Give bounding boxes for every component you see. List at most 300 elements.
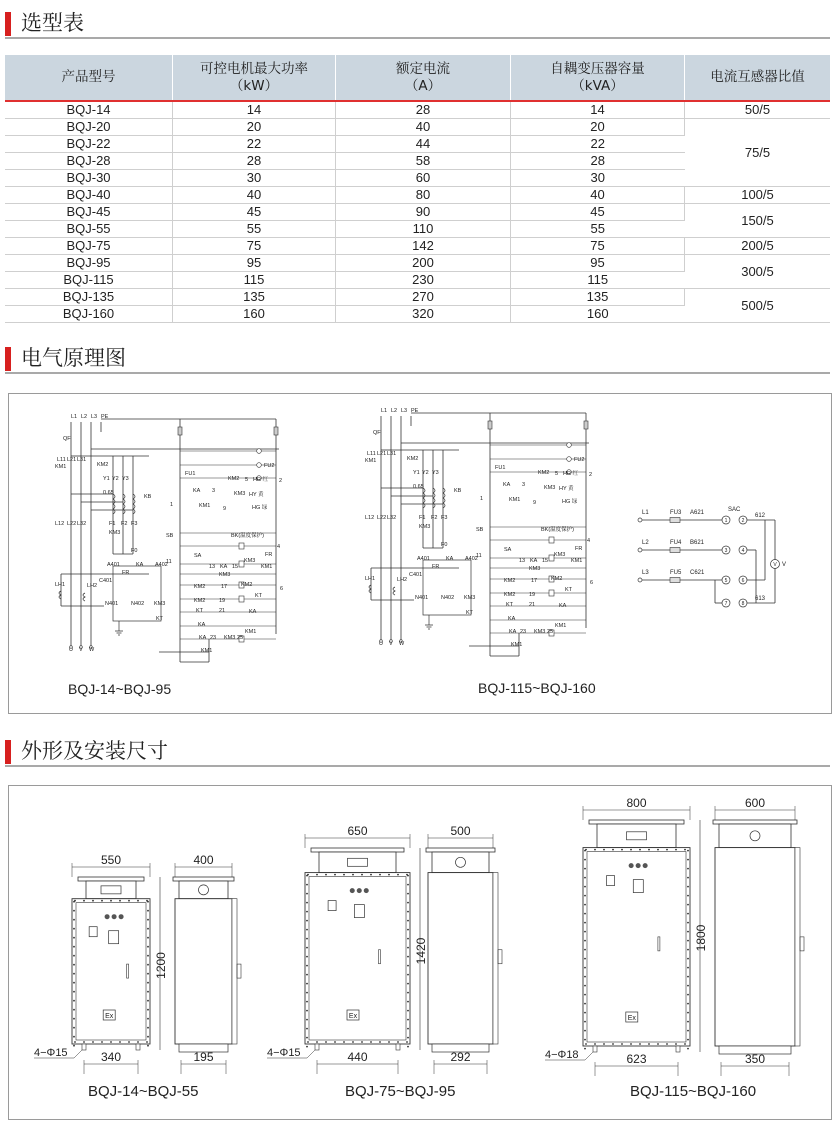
bolt <box>306 893 308 895</box>
dimension-value: 195 <box>193 1050 214 1064</box>
schematic-label: A402 <box>465 556 478 562</box>
bolt <box>407 1037 409 1039</box>
cell-ct-ratio: 50/5 <box>685 101 831 119</box>
schematic-label: KT <box>506 602 514 608</box>
schematic-label: FU1 <box>495 465 506 471</box>
schematic-label: KM3 <box>544 485 556 491</box>
top-flange <box>589 820 684 824</box>
cell-transformer: 95 <box>511 255 685 272</box>
cell-power: 20 <box>173 119 336 136</box>
schematic-label: L11 <box>367 451 376 457</box>
section-header-dimensions <box>5 737 830 767</box>
ground-icon <box>425 625 433 629</box>
side-door-edge <box>232 899 237 1044</box>
mounting-foot <box>82 1044 86 1050</box>
bolt <box>73 910 75 912</box>
cell-power: 95 <box>173 255 336 272</box>
bolt <box>675 849 677 851</box>
bolt <box>83 1041 85 1043</box>
meter-label: L1 <box>642 510 649 516</box>
schematic-label: KT <box>255 593 263 599</box>
schematic-label: L22 <box>67 521 77 527</box>
cable-gland-icon <box>456 857 466 867</box>
bolt <box>73 946 75 948</box>
schematic-label: 9 <box>533 500 537 506</box>
bolt <box>648 849 650 851</box>
schematic-label: 1 <box>480 496 484 502</box>
schematic-label: KA <box>193 488 201 494</box>
schematic-label: KM3 <box>534 629 546 635</box>
fuse-icon <box>670 518 680 523</box>
bolt <box>316 1041 318 1043</box>
bolt <box>584 1012 586 1014</box>
schematic-label: FR <box>575 546 583 552</box>
bolt <box>307 1041 309 1043</box>
schematic-label: KM3 <box>419 524 431 530</box>
schematic-label: F3 <box>441 515 448 521</box>
bolt <box>584 985 586 987</box>
bolt <box>306 956 308 958</box>
voltmeter-circuit <box>638 507 786 607</box>
bolt <box>73 1000 75 1002</box>
dimension-value: 340 <box>100 1050 122 1064</box>
cell-model: BQJ-55 <box>5 221 173 238</box>
dimension-value: 1800 <box>694 924 708 952</box>
schematic-label: KT <box>156 616 164 622</box>
schematic-label: KM3 <box>464 595 476 601</box>
bolt <box>146 1041 148 1043</box>
schematic-label: L32 <box>77 521 87 527</box>
bolt <box>73 928 75 930</box>
schematic-label: 9 <box>223 506 227 512</box>
bolt <box>407 992 409 994</box>
schematic-label: L1 <box>71 414 78 420</box>
bolt <box>147 910 149 912</box>
schematic-label: KM2 <box>241 582 253 588</box>
hole-spec: 4−Φ15 <box>267 1047 301 1059</box>
cell-transformer: 55 <box>511 221 685 238</box>
bolt <box>584 922 586 924</box>
header-transformer: 自耦变压器容量 （kVA） <box>511 55 685 101</box>
schematic-label: 2 <box>589 472 593 478</box>
side-handle <box>800 937 804 951</box>
side-top-flange <box>173 877 234 881</box>
dimension-value: 500 <box>450 824 471 838</box>
bolt <box>306 929 308 931</box>
bolt <box>306 974 308 976</box>
bolt <box>657 1043 659 1045</box>
cell-transformer: 22 <box>511 136 685 153</box>
bolt <box>306 1037 308 1039</box>
side-door-edge <box>493 873 498 1044</box>
bolt <box>74 900 76 902</box>
schematic-label: KM2 <box>97 462 109 468</box>
cable-gland-icon <box>750 831 760 841</box>
dimension-value: 600 <box>744 796 766 810</box>
fuse-icon <box>670 578 680 583</box>
schematic-label: U <box>69 647 73 653</box>
dimension-value: 623 <box>626 1052 647 1066</box>
schematic-label: FR <box>432 564 440 570</box>
bolt <box>147 1027 149 1029</box>
junction-box <box>86 881 136 899</box>
bolt <box>407 974 409 976</box>
schematic-label: KM2 <box>228 476 240 482</box>
bolt <box>687 1012 689 1014</box>
bolt <box>306 1010 308 1012</box>
schematic-label: 6 <box>280 586 284 592</box>
ex-mark: Ex <box>627 1015 636 1022</box>
meter-label: A621 <box>690 510 705 516</box>
leader-line <box>307 1050 315 1058</box>
schematic-label: L12 <box>365 515 375 521</box>
cell-current: 142 <box>336 238 511 255</box>
schematic-label: FU1 <box>185 471 196 477</box>
bolt <box>687 967 689 969</box>
dimension-value: 350 <box>744 1052 766 1066</box>
schematic-label: KM2 <box>504 578 516 584</box>
side-handle <box>498 950 502 964</box>
section-header-schematic <box>5 344 830 374</box>
dimension-caption-2: BQJ-75~BQJ-95 <box>345 1083 456 1100</box>
schematic-label: KM3 <box>109 530 121 536</box>
bolt <box>585 1043 587 1045</box>
bolt <box>306 965 308 967</box>
bolt <box>306 1046 308 1048</box>
bolt <box>73 1009 75 1011</box>
cell-model: BQJ-20 <box>5 119 173 136</box>
schematic-label: KA <box>508 616 516 622</box>
mounting-foot <box>593 1046 597 1052</box>
bolt <box>379 874 381 876</box>
schematic-left <box>55 414 283 662</box>
bolt <box>137 1041 139 1043</box>
schematic-label: KM2 <box>407 456 419 462</box>
bolt <box>584 940 586 942</box>
indicator-lamp-icon <box>567 443 572 448</box>
schematic-label: 17 <box>221 584 228 590</box>
schematic-label: SB <box>476 527 484 533</box>
cell-power: 22 <box>173 136 336 153</box>
terminal-number: 5 <box>724 578 728 584</box>
cell-current: 110 <box>336 221 511 238</box>
schematic-label: KM1 <box>511 642 523 648</box>
cell-power: 40 <box>173 187 336 204</box>
dimensions-panel <box>8 785 832 1120</box>
bolt <box>584 877 586 879</box>
schematic-label: W <box>399 641 405 647</box>
schematic-label: KM1 <box>199 503 211 509</box>
bolt <box>92 900 94 902</box>
bolt <box>407 911 409 913</box>
schematic-label: KA <box>220 564 228 570</box>
bolt <box>585 849 587 851</box>
ex-mark: Ex <box>105 1013 114 1020</box>
schematic-label: 23 <box>210 635 217 641</box>
table-row <box>5 119 830 136</box>
schematic-label: V <box>79 647 83 653</box>
fuse-icon <box>274 427 278 435</box>
schematic-label: 25 <box>547 629 554 635</box>
bolt <box>666 1043 668 1045</box>
bolt <box>584 904 586 906</box>
cell-transformer: 28 <box>511 153 685 170</box>
bolt <box>639 849 641 851</box>
schematic-label: KT <box>466 610 474 616</box>
cell-transformer: 30 <box>511 170 685 187</box>
bolt <box>684 849 686 851</box>
indicator-light-icon <box>112 914 117 919</box>
bolt <box>92 1041 94 1043</box>
bolt <box>687 940 689 942</box>
schematic-label: Y2 <box>422 470 429 476</box>
cell-current: 28 <box>336 101 511 119</box>
bolt <box>73 919 75 921</box>
schematic-label: N402 <box>131 601 145 607</box>
bolt <box>687 850 689 852</box>
schematic-label: L1 <box>381 408 388 414</box>
junction-box <box>319 852 396 873</box>
schematic-label: F3 <box>131 521 138 527</box>
bolt <box>407 1046 409 1048</box>
bolt <box>687 958 689 960</box>
bolt <box>666 849 668 851</box>
bolt <box>306 1028 308 1030</box>
dimension-value: 800 <box>626 796 647 810</box>
bolt <box>370 1041 372 1043</box>
dimension-value: 440 <box>347 1050 368 1064</box>
cell-power: 30 <box>173 170 336 187</box>
cell-model: BQJ-40 <box>5 187 173 204</box>
schematic-label: KM2 <box>538 470 550 476</box>
top-flange <box>311 848 404 852</box>
terminal-icon <box>638 548 642 552</box>
bolt <box>407 1019 409 1021</box>
schematic-label: KA <box>446 556 454 562</box>
bolt <box>687 1021 689 1023</box>
bolt <box>584 1003 586 1005</box>
indicator-light-icon <box>643 863 648 868</box>
bolt <box>306 983 308 985</box>
bolt <box>128 1041 130 1043</box>
schematic-label: KT <box>196 608 204 614</box>
bolt <box>603 849 605 851</box>
header-current: 额定电流 （A） <box>336 55 511 101</box>
bolt <box>584 967 586 969</box>
cell-transformer: 14 <box>511 101 685 119</box>
bolt <box>73 937 75 939</box>
bolt <box>675 1043 677 1045</box>
table-row <box>5 238 830 255</box>
side-top-flange <box>713 820 797 824</box>
bolt <box>110 1041 112 1043</box>
bolt <box>687 859 689 861</box>
schematic-label: L2 <box>391 408 398 414</box>
bolt <box>147 928 149 930</box>
bolt <box>687 976 689 978</box>
voltmeter-symbol: V <box>773 562 777 568</box>
cell-current: 320 <box>336 306 511 323</box>
indicator-lamp-icon <box>257 449 262 454</box>
bolt <box>630 849 632 851</box>
bolt <box>594 849 596 851</box>
bolt <box>307 874 309 876</box>
schematic-label: 17 <box>531 578 538 584</box>
schematic-label: KB <box>454 488 462 494</box>
bolt <box>397 1041 399 1043</box>
schematic-caption-left: BQJ-14~BQJ-95 <box>68 681 172 697</box>
cell-model: BQJ-95 <box>5 255 173 272</box>
cell-model: BQJ-135 <box>5 289 173 306</box>
schematic-label: KA <box>559 603 567 609</box>
bolt <box>147 982 149 984</box>
bolt <box>687 1003 689 1005</box>
bolt <box>612 1043 614 1045</box>
bolt <box>584 859 586 861</box>
accent-bar <box>5 740 11 764</box>
schematic-label: 5 <box>245 477 249 483</box>
cell-current: 80 <box>336 187 511 204</box>
header-power: 可控电机最大功率 （kW） <box>173 55 336 101</box>
schematic-label: 11 <box>166 559 172 565</box>
bolt <box>361 1041 363 1043</box>
cell-model: BQJ-45 <box>5 204 173 221</box>
mounting-foot <box>676 1046 680 1052</box>
bolt <box>584 886 586 888</box>
cell-current: 270 <box>336 289 511 306</box>
schematic-label: SB <box>166 533 174 539</box>
bolt <box>74 1041 76 1043</box>
fuse-icon <box>584 421 588 429</box>
schematic-label: SA <box>504 547 512 553</box>
bolt <box>147 955 149 957</box>
bolt <box>407 947 409 949</box>
schematic-label: 0.65 <box>103 490 114 496</box>
schematic-label: HY 黄 <box>559 486 574 492</box>
schematic-label: KM1 <box>245 629 257 635</box>
schematic-label: KM3 <box>234 491 246 497</box>
bolt <box>73 964 75 966</box>
schematic-label: SA <box>194 553 202 559</box>
cell-current: 58 <box>336 153 511 170</box>
bolt <box>584 1021 586 1023</box>
schematic-label: KA <box>199 635 207 641</box>
bolt <box>639 1043 641 1045</box>
bolt <box>352 1041 354 1043</box>
cell-current: 60 <box>336 170 511 187</box>
schematic-label: KM1 <box>509 497 521 503</box>
table-row <box>5 204 830 221</box>
bolt <box>407 938 409 940</box>
schematic-label: 13 <box>209 564 216 570</box>
cell-model: BQJ-22 <box>5 136 173 153</box>
indicator-light-icon <box>105 914 110 919</box>
bolt <box>684 1043 686 1045</box>
cabinet-drawing-2 <box>267 824 502 1074</box>
cell-current: 90 <box>336 204 511 221</box>
schematic-label: BK(温度保护) <box>541 527 575 533</box>
schematic-label: 6 <box>590 580 594 586</box>
cell-power: 115 <box>173 272 336 289</box>
schematic-label: KM3 <box>154 601 166 607</box>
bolt <box>621 849 623 851</box>
bolt <box>388 874 390 876</box>
cell-ct-ratio: 200/5 <box>685 238 831 255</box>
cell-ct-ratio: 300/5 <box>685 255 831 289</box>
bolt <box>361 874 363 876</box>
indicator-light-icon <box>350 888 355 893</box>
bolt <box>687 1030 689 1032</box>
dimension-caption-3: BQJ-115~BQJ-160 <box>630 1083 757 1100</box>
meter-label: 612 <box>755 513 766 519</box>
bolt <box>147 1036 149 1038</box>
bolt <box>687 1048 689 1050</box>
accent-bar <box>5 347 11 371</box>
bolt <box>584 913 586 915</box>
schematic-label: HR 红 <box>563 471 578 477</box>
schematic-label: 4 <box>277 544 281 550</box>
mounting-foot <box>315 1044 319 1050</box>
side-top-flange <box>426 848 495 852</box>
bolt <box>110 900 112 902</box>
side-handle <box>237 964 241 978</box>
bolt <box>687 904 689 906</box>
bolt <box>147 973 149 975</box>
schematic-label: Y3 <box>432 470 439 476</box>
bolt <box>406 1041 408 1043</box>
bolt <box>147 1009 149 1011</box>
schematic-label: KM3 <box>529 566 541 572</box>
header-ct-ratio: 电流互感器比值 <box>685 55 831 101</box>
cell-transformer: 40 <box>511 187 685 204</box>
schematic-label: 4 <box>587 538 591 544</box>
bolt <box>306 902 308 904</box>
bolt <box>584 1048 586 1050</box>
side-door-edge <box>795 848 800 1046</box>
bolt <box>147 946 149 948</box>
cell-power: 75 <box>173 238 336 255</box>
meter-label: FU4 <box>670 540 682 546</box>
bolt <box>584 949 586 951</box>
meter-label: C621 <box>690 570 705 576</box>
meter-label: FU3 <box>670 510 682 516</box>
bolt <box>621 1043 623 1045</box>
indicator-lamp-icon <box>257 463 262 468</box>
meter-label: L2 <box>642 540 649 546</box>
bolt <box>407 983 409 985</box>
bolt <box>306 1019 308 1021</box>
cell-model: BQJ-75 <box>5 238 173 255</box>
current-transformer-icon <box>393 587 395 595</box>
meter-label: FU5 <box>670 570 682 576</box>
schematic-label: F0 <box>441 542 448 548</box>
schematic-label: HR 红 <box>253 477 268 483</box>
schematic-label: 11 <box>476 553 482 559</box>
indicator-lamp-icon <box>567 457 572 462</box>
cell-power: 135 <box>173 289 336 306</box>
bolt <box>687 994 689 996</box>
schematic-label: FU2 <box>574 457 585 463</box>
section-title: 电气原理图 <box>21 346 126 370</box>
bolt <box>316 874 318 876</box>
bolt <box>612 849 614 851</box>
schematic-diagram <box>9 394 831 713</box>
bolt <box>343 874 345 876</box>
cell-transformer: 20 <box>511 119 685 136</box>
schematic-label: FU2 <box>264 463 275 469</box>
bolt <box>101 900 103 902</box>
schematic-label: L11 <box>57 457 66 463</box>
